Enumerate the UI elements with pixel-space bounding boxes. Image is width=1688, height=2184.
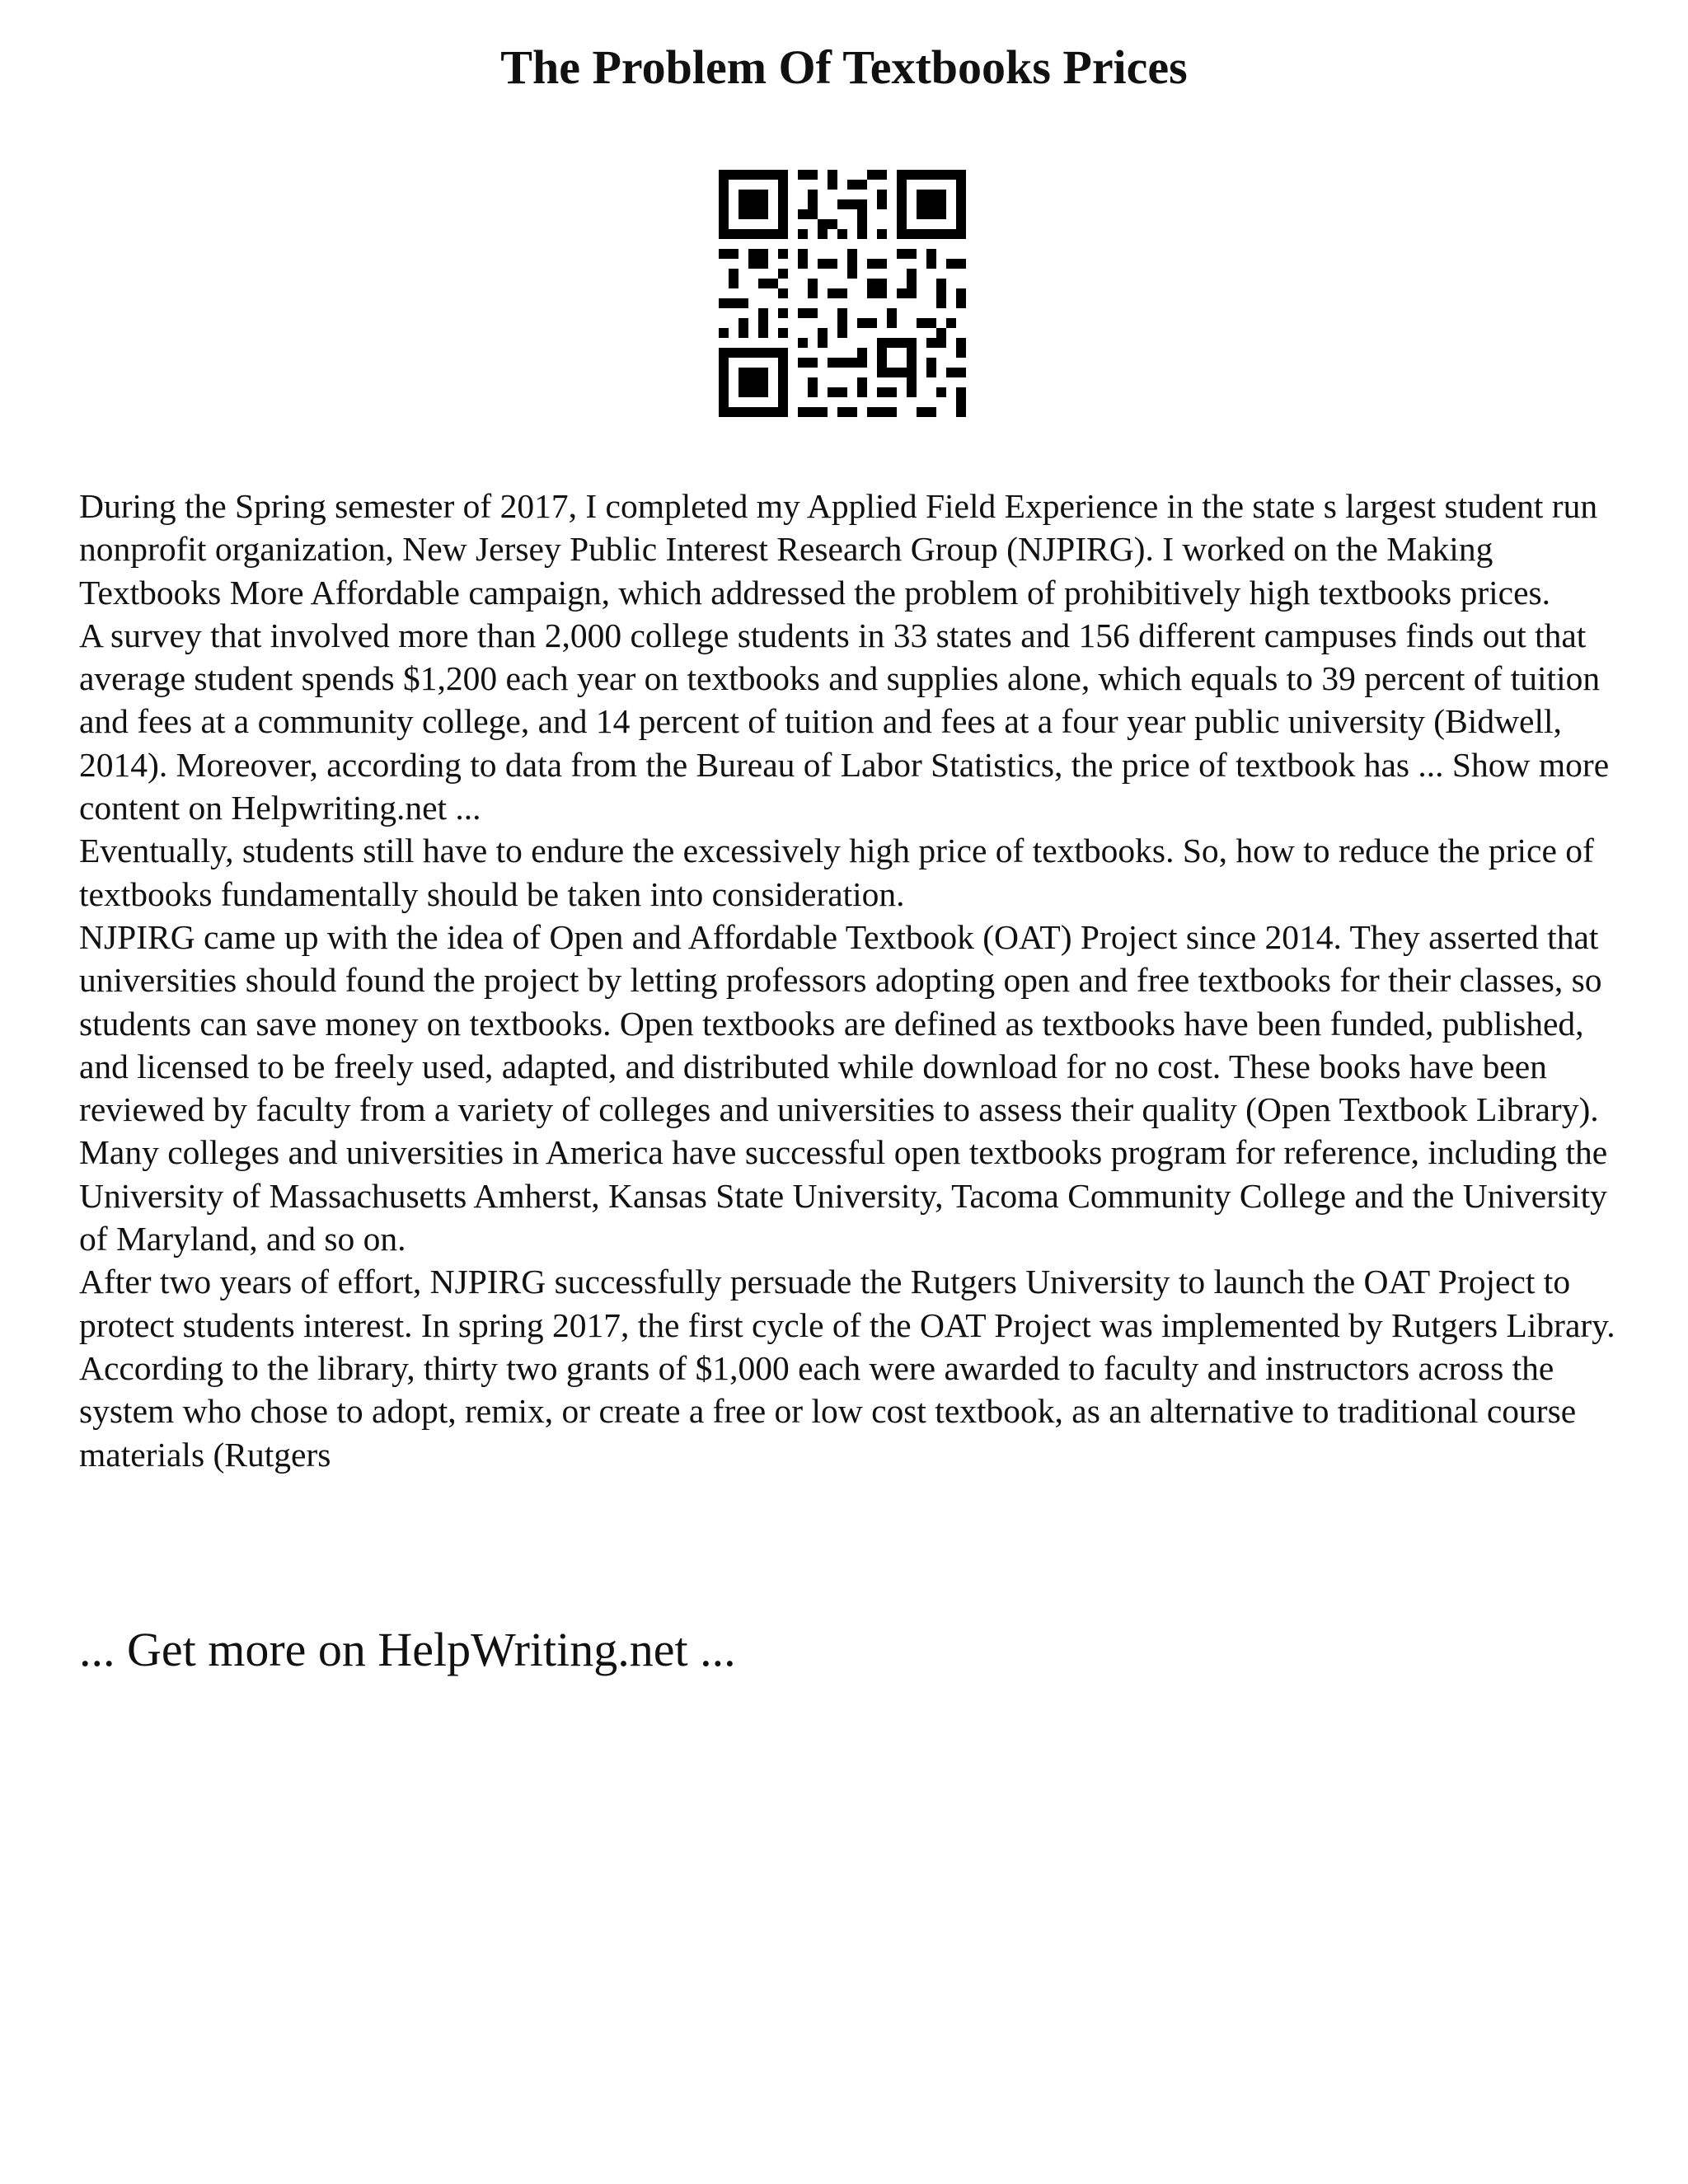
article-body [79,485,1629,1476]
page-title: The Problem Of Textbooks Prices [500,40,1188,94]
paragraph: NJPIRG came up with the idea of Open and Affordable Textbook (OAT) Project since 2014. They asserted that universities should found the project by letting professors adopting open and free textbooks for their classes, so students can save money on textbooks. Open textbooks are defined as textbooks have been funded, published, and licensed to be freely used, adapted, and distributed while download for no cost. These books have been reviewed by faculty from a variety of colleges and universities to assess their quality (Open Textbook Library). Many colleges and universities in America have successful open textbooks program for reference, including the University of Massachusetts Amherst, Kansas State University, Tacoma Community College and the University of Maryland, and so on. [79,917,1608,1258]
get-more-link[interactable]: ... Get more on HelpWriting.net ... [79,1623,736,1676]
paragraph: Eventually, students still have to endure the excessively high price of textbooks. So, how to reduce the price of textbooks fundamentally should be taken into consideration. [79,832,1594,913]
paragraph: During the Spring semester of 2017, I completed my Applied Field Experience in the state s largest student run nonprofit organization, New Jersey Public Interest Research Group (NJPIRG). I worked on the Making Textbooks More Affordable campaign, which addressed the problem of prohibitively high textbooks prices. [79,487,1598,612]
paragraph: After two years of effort, NJPIRG successfully persuade the Rutgers University to launch the OAT Project to protect students interest. In spring 2017, the first cycle of the OAT Project was implemented by Rutgers Library. According to the library, thirty two grants of $1,000 each were awarded to faculty and instructors across the system who chose to adopt, remix, or create a free or low cost textbook, as an alternative to traditional course materials (Rutgers [79,1263,1615,1474]
qr-code-icon [719,170,966,417]
paragraph: A survey that involved more than 2,000 college students in 33 states and 156 different campuses finds out that average student spends $1,200 each year on textbooks and supplies alone, which equals to 39 percent of tuition and fees at a community college, and 14 percent of tuition and fees at a four year public university (Bidwell, 2014). Moreover, according to data from the Bureau of Labor Statistics, the price of textbook has ... Show more content on Helpwriting.net ... [79,616,1610,827]
